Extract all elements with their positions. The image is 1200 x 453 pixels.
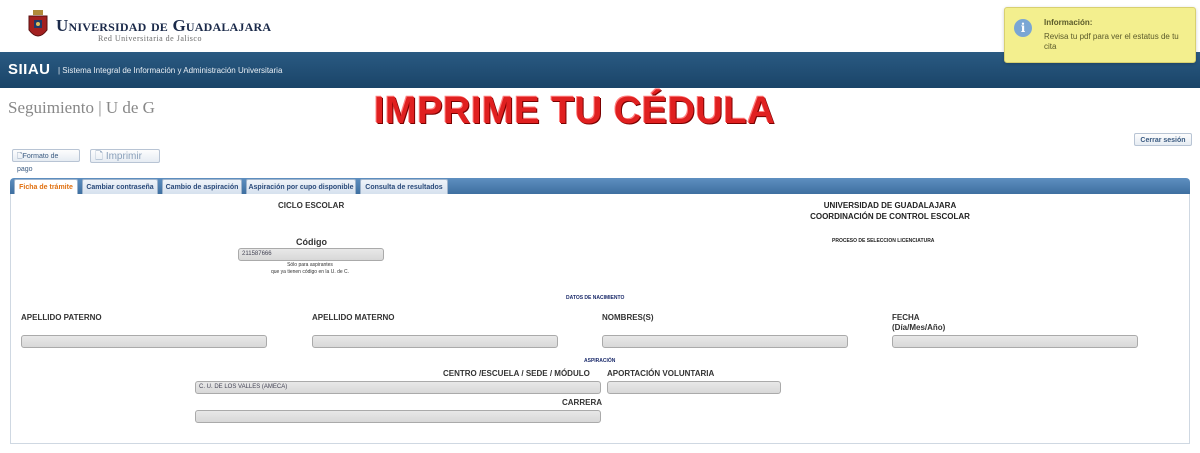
- nombres-field[interactable]: [602, 335, 848, 348]
- datos-nacimiento-heading: DATOS DE NACIMIENTO: [566, 295, 625, 301]
- apellido-paterno-label: APELLIDO PATERNO: [21, 313, 102, 322]
- carrera-field[interactable]: [195, 410, 601, 423]
- fecha-field[interactable]: [892, 335, 1138, 348]
- apellido-paterno-field[interactable]: [21, 335, 267, 348]
- university-subtitle: Red Universitaria de Jalisco: [98, 34, 202, 43]
- proceso-label: PROCESO DE SELECCION LICENCIATURA: [832, 238, 935, 244]
- tab-ficha-tramite[interactable]: Ficha de trámite: [14, 179, 78, 195]
- tab-cambiar-contrasena[interactable]: Cambiar contraseña: [82, 179, 158, 194]
- info-icon: i: [1014, 19, 1032, 37]
- formato-pago-label: Formato de pago: [17, 153, 59, 173]
- carrera-label: CARRERA: [562, 398, 602, 407]
- aportacion-field[interactable]: [607, 381, 781, 394]
- ciclo-escolar-label: CICLO ESCOLAR: [278, 201, 345, 210]
- codigo-note: [240, 262, 380, 276]
- fecha-format: (Día/Mes/Año): [892, 323, 946, 332]
- document-icon: 🗋: [17, 153, 23, 160]
- centro-label: CENTRO /ESCUELA / SEDE / MÓDULO: [443, 369, 590, 378]
- codigo-field[interactable]: 211587666: [238, 248, 384, 261]
- formato-pago-button[interactable]: [12, 149, 80, 173]
- centro-field[interactable]: C. U. DE LOS VALLES (AMECA): [195, 381, 601, 394]
- apellido-materno-label: APELLIDO MATERNO: [312, 313, 395, 322]
- udg-coordination: COORDINACIÓN DE CONTROL ESCOLAR: [810, 212, 970, 221]
- codigo-note-line1: Sólo para aspirantes: [287, 262, 333, 268]
- system-subtitle: | Sistema Integral de Información y Administración Universitaria: [58, 66, 283, 75]
- siiau-logo: SIIAU: [8, 61, 51, 78]
- aportacion-label: APORTACIÓN VOLUNTARIA: [607, 369, 715, 378]
- fecha-title: FECHA: [892, 313, 920, 322]
- imprimir-button[interactable]: [90, 149, 160, 163]
- tab-consulta-resultados[interactable]: Consulta de resultados: [360, 179, 448, 194]
- nombres-label: NOMBRES(S): [602, 313, 654, 322]
- tab-aspiracion-cupo[interactable]: Aspiración por cupo disponible: [246, 179, 356, 194]
- udg-heading: [790, 200, 990, 222]
- notification-title: Información:: [1044, 18, 1093, 27]
- codigo-label: Código: [296, 237, 327, 247]
- tab-cambio-aspiracion[interactable]: Cambio de aspiración: [162, 179, 242, 194]
- codigo-note-line2: que ya tienen código en la U. de C.: [270, 269, 350, 275]
- udg-crest-logo: [27, 10, 49, 42]
- print-banner: IMPRIME TU CÉDULA: [374, 90, 776, 132]
- cerrar-sesion-button[interactable]: Cerrar sesión: [1134, 133, 1192, 146]
- udg-title: UNIVERSIDAD DE GUADALAJARA: [823, 201, 957, 210]
- imprimir-label: Imprimir: [105, 151, 142, 162]
- page-title: Seguimiento | U de G: [8, 98, 155, 117]
- notification-text: Revisa tu pdf para ver el estatus de tu cita: [1044, 32, 1179, 51]
- fecha-label: [892, 313, 945, 333]
- apellido-materno-field[interactable]: [312, 335, 558, 348]
- aspiracion-heading: ASPIRACIÓN: [584, 358, 616, 364]
- print-icon: 🗋: [95, 151, 106, 162]
- university-name: Universidad de Guadalajara: [56, 16, 272, 35]
